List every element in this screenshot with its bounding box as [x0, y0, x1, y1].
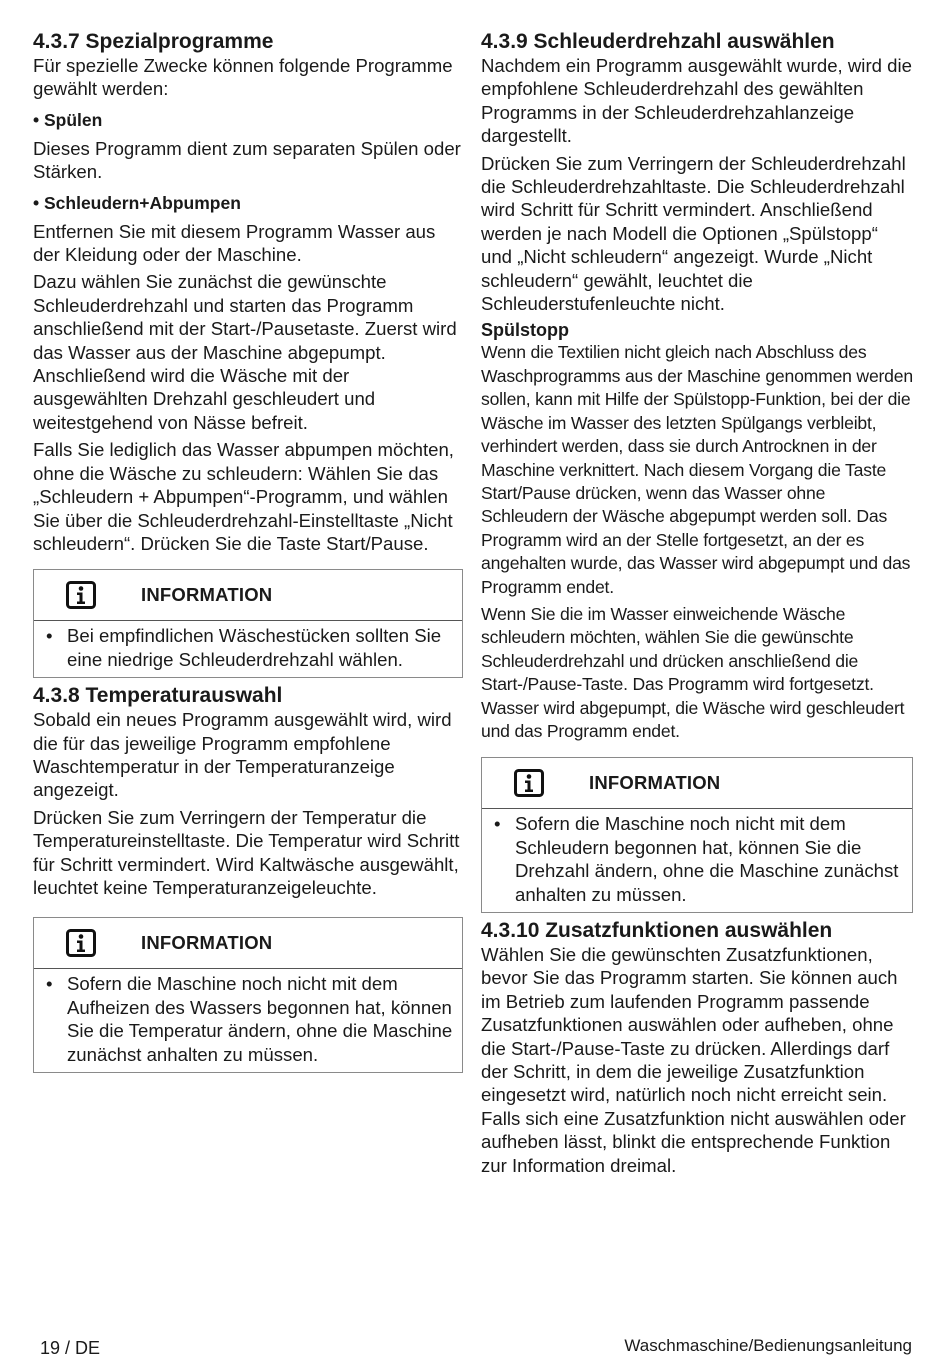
paragraph: Wenn die Textilien nicht gleich nach Abschluss des Waschprogramms aus der Maschine genommen werden sollen, kann mit Hilfe der Spülstopp-Funktion, bei der die Wäsche im Wasser des letzten Spülgangs verbleibt, verhindert werden, dass sie durch Antrocknen in der Maschine verknittert. Nach diesem Vorgang die Taste Start/Pause drücken, wenn das Wasser ohne Schleudern der Wäsche abgepumpt werden soll. Das Programm wird an der Stelle fortgesetzt, an der es angehalten wurde, das Wasser wird abgepumpt und das Programm endet. [481, 342, 913, 597]
paragraph: Wählen Sie die gewünschten Zusatzfunktionen, bevor Sie das Programm starten. Sie können auch im Betrieb zum laufenden Programm passende Zusatzfunktionen auswählen oder aufheben, ohne die Start-/Pause-Taste zu drücken. Allerdings darf der Schritt, in dem die jeweilige Zusatzfunktion eingesetzt wird, natürlich noch nicht erreicht sein. Falls sich eine Zusatzfunktion nicht auswählen oder aufheben lässt, blinkt die entsprechende Funktion zur Information dreimal. [481, 944, 906, 1176]
information-item: • Bei empfindlichen Wäschestücken sollten Sie eine niedrige Schleuderdrehzahl wählen. [34, 621, 462, 677]
information-header [34, 918, 462, 969]
information-label: INFORMATION [589, 772, 721, 794]
information-label: INFORMATION [141, 932, 273, 954]
paragraph: Dazu wählen Sie zunächst die gewünschte Schleuderdrehzahl und starten das Programm anschließend mit der Start-/Pausetaste. Zuerst wird das Wasser aus der Maschine abgepumpt. Anschließend wird die Wäsche mit der ausgewählten Drehzahl geschleudert und weitestgehend von Nässe befreit. [33, 271, 457, 433]
right-column [481, 30, 913, 1181]
paragraph: Drücken Sie zum Verringern der Schleuderdrehzahl die Schleuderdrehzahltaste. Die Schleuderdrehzahl wird Schritt für Schritt vermindert. Anschließend werden je nach Modell die Optionen „Spülstopp“ und „Nicht schleudern“ angezeigt. Wurde „Nicht schleudern“ gewählt, leuchtet die Schleuderstufenleuchte nicht. [481, 152, 906, 315]
information-list [482, 809, 912, 912]
information-header [482, 758, 912, 809]
paragraph: Für spezielle Zwecke können folgende Programme gewählt werden: [33, 55, 453, 100]
paragraph: Drücken Sie zum Verringern der Temperatur die Temperatureinstelltaste. Die Temperatur wird Schritt für Schritt vermindert. Wird Kaltwäsche ausgewählt, leuchtet keine Temperaturanzeigeleuchte. [33, 806, 460, 898]
section-heading-4-3-7: 4.3.7 Spezialprogramme [33, 30, 274, 53]
section-heading-4-3-10: 4.3.10 Zusatzfunktionen auswählen [481, 919, 833, 942]
page-number: 19 / DE [40, 1338, 101, 1358]
information-box [33, 569, 463, 678]
paragraph: Dieses Programm dient zum separaten Spülen oder Stärken. [33, 137, 461, 183]
paragraph: Sobald ein neues Programm ausgewählt wird, wird die für das jeweilige Programm empfohlene Waschtemperatur in der Temperaturanzeige angezeigt. [33, 709, 452, 801]
information-item: • Sofern die Maschine noch nicht mit dem Aufheizen des Wassers begonnen hat, können Sie die Temperatur ändern, ohne die Maschine zunächst anhalten zu müssen. [34, 969, 462, 1072]
left-column [33, 30, 463, 1079]
subheading-schleudern-abpumpen: • Schleudern+Abpumpen [33, 192, 241, 213]
information-item: • Sofern die Maschine noch nicht mit dem Schleudern begonnen hat, können Sie die Drehzahl ändern, ohne die Maschine zunächst anhalten zu müssen. [482, 809, 912, 912]
information-box [33, 917, 463, 1073]
section-heading-4-3-9: 4.3.9 Schleuderdrehzahl auswählen [481, 30, 835, 53]
info-icon [514, 769, 544, 797]
paragraph: Entfernen Sie mit diesem Programm Wasser aus der Kleidung oder der Maschine. [33, 220, 436, 266]
information-list [34, 969, 462, 1072]
document-title: Waschmaschine/Bedienungsanleitung [624, 1336, 912, 1355]
information-label: INFORMATION [141, 584, 273, 606]
information-list [34, 621, 462, 677]
info-icon [66, 581, 96, 609]
subheading-spuelen: • Spülen [33, 109, 103, 130]
information-header [34, 570, 462, 621]
paragraph: Falls Sie lediglich das Wasser abpumpen möchten, ohne die Wäsche zu schleudern: Wählen Sie das „Schleudern + Abpumpen“-Programm, und wählen Sie über die Schleuderdrehzahl-Einstelltaste „Nicht schleudern“. Drücken Sie die Taste Start/Pause. [33, 439, 454, 554]
paragraph: Nachdem ein Programm ausgewählt wurde, wird die empfohlene Schleuderdrehzahl des gewählten Programms in der Schleuderdrehzahlanzeige dargestellt. [481, 55, 912, 147]
section-heading-4-3-8: 4.3.8 Temperaturauswahl [33, 684, 283, 708]
subheading-spuelstopp: Spülstopp [481, 320, 569, 341]
information-box [481, 757, 913, 913]
paragraph: Wenn Sie die im Wasser einweichende Wäsche schleudern möchten, wählen Sie die gewünschte Schleuderdrehzahl und drücken anschließend die Start-/Pause-Taste. Das Programm wird fortgesetzt. Wasser wird abgepumpt, die Wäsche wird geschleudert und das Programm endet. [481, 603, 905, 741]
info-icon [66, 929, 96, 957]
